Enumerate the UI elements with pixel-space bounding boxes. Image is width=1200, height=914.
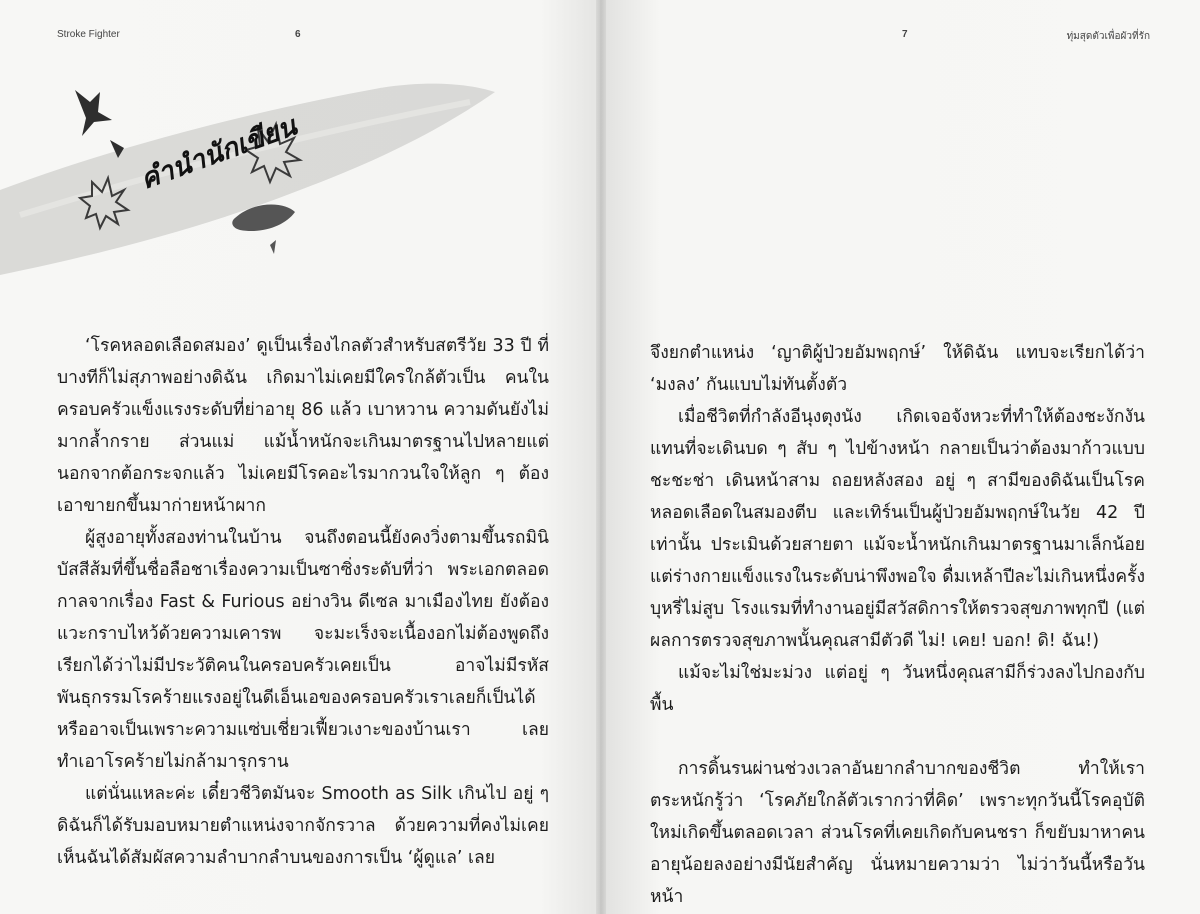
spark-top-left (75, 90, 112, 136)
paragraph: การดิ้นรนผ่านช่วงเวลาอันยากลำบากของชีวิต ทำให้เราตระหนักรู้ว่า ‘โรคภัยใกล้ตัวเรากว่าที่คิด’ เพราะทุกวันนี้โรคอุบัติใหม่เกิดขึ้นตลอดเวลา ส่วนโรคที่เคยเกิดกับคนชรา ก็ขยับมาหาคนอายุน้อยลงอย่างมีนัยสำคัญ นั่นหมายความว่า ไม่ว่าวันนี้หรือวันหน้า (650, 759, 1145, 907)
section-gap (650, 721, 1145, 753)
book-gutter (596, 0, 606, 914)
right-page (600, 0, 1200, 914)
ink-drip (270, 240, 276, 254)
paragraph: เมื่อชีวิตที่กำลังอีนุงตุงนัง เกิดเจอจังหวะที่ทำให้ต้องชะงักงันแทนที่จะเดินบด ๆ สับ ๆ ไปข้างหน้า กลายเป็นว่าต้องมาก้าวแบบชะชะช่า เดินหน้าสาม ถอยหลังสอง อยู่ ๆ สามีของดิฉันเป็นโรคหลอดเลือดในสมองตีบ และเทิร์นเป็นผู้ป่วยอัมพฤกษ์ในวัย 42 ปี เท่านั้น ประเมินด้วยสายตา แม้จะน้ำหนักเกินมาตรฐานมาเล็กน้อย แต่ร่างกายแข็งแรงในระดับน่าพึงพอใจ ดื่มเหล้าปีละไม่เกินหนึ่งครั้ง บุหรี่ไม่สูบ โรงแรมที่ทำงานอยู่มีสวัสดิการให้ตรวจสุขภาพทุกปี (แต่ผลการตรวจสุขภาพนั้นคุณสามีตัวดี ไม่! เคย! บอก! ดิ! ฉัน!) (650, 407, 1145, 651)
paragraph: ‘โรคหลอดเลือดสมอง’ ดูเป็นเรื่องไกลตัวสำหรับสตรีวัย 33 ปี ที่บางทีก็ไม่สุภาพอย่างดิฉัน เกิดมาไม่เคยมีใครใกล้ตัวเป็น คนในครอบครัวแข็งแรงระดับที่ย่าอายุ 86 แล้ว เบาหวาน ความดันยังไม่มากล้ำกราย ส่วนแม่ แม้น้ำหนักจะเกินมาตรฐานไปหลายแต่นอกจากต้อกระจกแล้ว ไม่เคยมีโรคอะไรมากวนใจให้ลูก ๆ ต้องเอาขายกขึ้นมาก่ายหน้าผาก (57, 336, 549, 516)
page-number-left: 6 (295, 29, 301, 40)
running-head-right: ทุ่มสุดตัวเพื่อผัวที่รัก (1066, 31, 1150, 42)
chapter-title: คำนำนักเขียน (136, 110, 301, 196)
left-body-text (57, 330, 549, 874)
right-body-text (650, 337, 1145, 913)
paragraph: แต่นั่นแหละค่ะ เดี๋ยวชีวิตมันจะ Smooth as Silk เกินไป อยู่ ๆ ดิฉันก็ได้รับมอบหมายตำแหน่งจากจักรวาล ด้วยความที่คงไม่เคยเห็นฉันได้สัมผัสความลำบากลำบนของการเป็น ‘ผู้ดูแล’ เลย (57, 784, 549, 868)
page-number-right: 7 (902, 29, 908, 40)
paragraph: แม้จะไม่ใช่มะม่วง แต่อยู่ ๆ วันหนึ่งคุณสามีก็ร่วงลงไปกองกับพื้น (650, 663, 1145, 715)
running-head-left: Stroke Fighter (57, 29, 120, 40)
paragraph: ผู้สูงอายุทั้งสองท่านในบ้าน จนถึงตอนนี้ยังคงวิ่งตามขึ้นรถมินิบัสสีส้มที่ขึ้นชื่อลือชาเรื่องความเป็นซาซิ่งระดับที่ว่า พระเอกตลอดกาลจากเรื่อง Fast & Furious อย่างวิน ดีเซล มาเมืองไทย ยังต้องแวะกราบไหว้ด้วยความเคารพ จะมะเร็งจะเนื้องอกไม่ต้องพูดถึง เรียกได้ว่าไม่มีประวัติคนในครอบครัวเคยเป็น อาจไม่มีรหัสพันธุกรรมโรคร้ายแรงอยู่ในดีเอ็นเอของครอบครัวเราเลยก็เป็นได้ หรืออาจเป็นเพราะความแซ่บเชี่ยวเฟี้ยวเงาะของบ้านเรา เลยทำเอาโรคร้ายไม่กล้ามารุกราน (57, 528, 549, 772)
chapter-title-decoration (0, 40, 600, 290)
paragraph: จึงยกตำแหน่ง ‘ญาติผู้ป่วยอัมพฤกษ์’ ให้ดิฉัน แทบจะเรียกได้ว่า ‘มงลง’ กันแบบไม่ทันตั้งตัว (650, 343, 1145, 395)
